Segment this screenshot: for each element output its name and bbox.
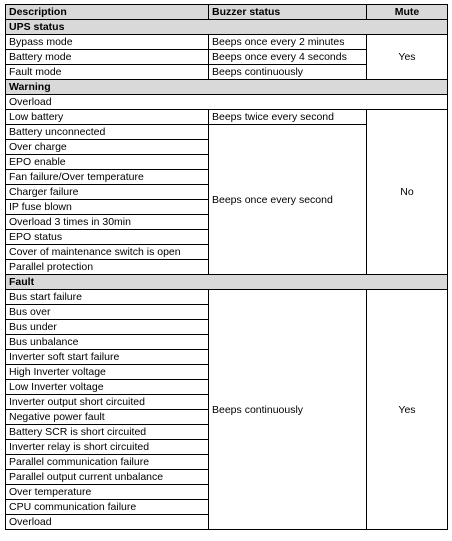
description-cell: CPU communication failure [6,500,209,515]
mute-header: Mute [367,5,448,20]
buzzer-cell: Beeps continuously [209,65,367,80]
section-row [6,20,448,35]
description-cell: EPO enable [6,155,209,170]
table-row [6,110,448,125]
description-cell: Overload [6,515,209,530]
description-cell: Negative power fault [6,410,209,425]
description-cell: Battery SCR is short circuited [6,425,209,440]
buzzer-cell-warning: Beeps once every second [209,125,367,275]
section-title-fault: Fault [6,275,448,290]
mute-cell-fault: Yes [367,290,448,530]
section-row [6,275,448,290]
description-cell: IP fuse blown [6,200,209,215]
description-cell: Inverter soft start failure [6,350,209,365]
description-cell: High Inverter voltage [6,365,209,380]
description-header: Description [6,5,209,20]
description-cell: Bypass mode [6,35,209,50]
description-cell: Overload 3 times in 30min [6,215,209,230]
description-cell: Fault mode [6,65,209,80]
table-row [6,95,448,110]
description-cell: Over temperature [6,485,209,500]
description-cell: Bus under [6,320,209,335]
description-cell: Inverter relay is short circuited [6,440,209,455]
section-row [6,80,448,95]
description-cell: Inverter output short circuited [6,395,209,410]
table-row [6,290,448,305]
description-cell: Parallel communication failure [6,455,209,470]
mute-cell-ups-status: Yes [367,35,448,80]
description-cell: Low Inverter voltage [6,380,209,395]
buzzer-cell: Beeps once every 2 minutes [209,35,367,50]
buzzer-cell: Beeps once every 4 seconds [209,50,367,65]
description-cell: Battery mode [6,50,209,65]
description-cell: Bus over [6,305,209,320]
description-cell: Parallel protection [6,260,209,275]
mute-cell-warning: No [367,110,448,275]
description-cell: Overload [6,95,448,110]
description-cell: EPO status [6,230,209,245]
section-title-ups-status: UPS status [6,20,448,35]
buzzer-status-table [5,4,448,530]
description-cell: Charger failure [6,185,209,200]
buzzer-status-header: Buzzer status [209,5,367,20]
table-body [6,20,448,530]
description-cell: Parallel output current unbalance [6,470,209,485]
header-row [6,5,448,20]
description-cell: Bus unbalance [6,335,209,350]
buzzer-cell: Beeps twice every second [209,110,367,125]
table-row [6,35,448,50]
buzzer-cell-fault: Beeps continuously [209,290,367,530]
section-title-warning: Warning [6,80,448,95]
description-cell: Battery unconnected [6,125,209,140]
description-cell: Low battery [6,110,209,125]
description-cell: Over charge [6,140,209,155]
description-cell: Fan failure/Over temperature [6,170,209,185]
description-cell: Bus start failure [6,290,209,305]
description-cell: Cover of maintenance switch is open [6,245,209,260]
